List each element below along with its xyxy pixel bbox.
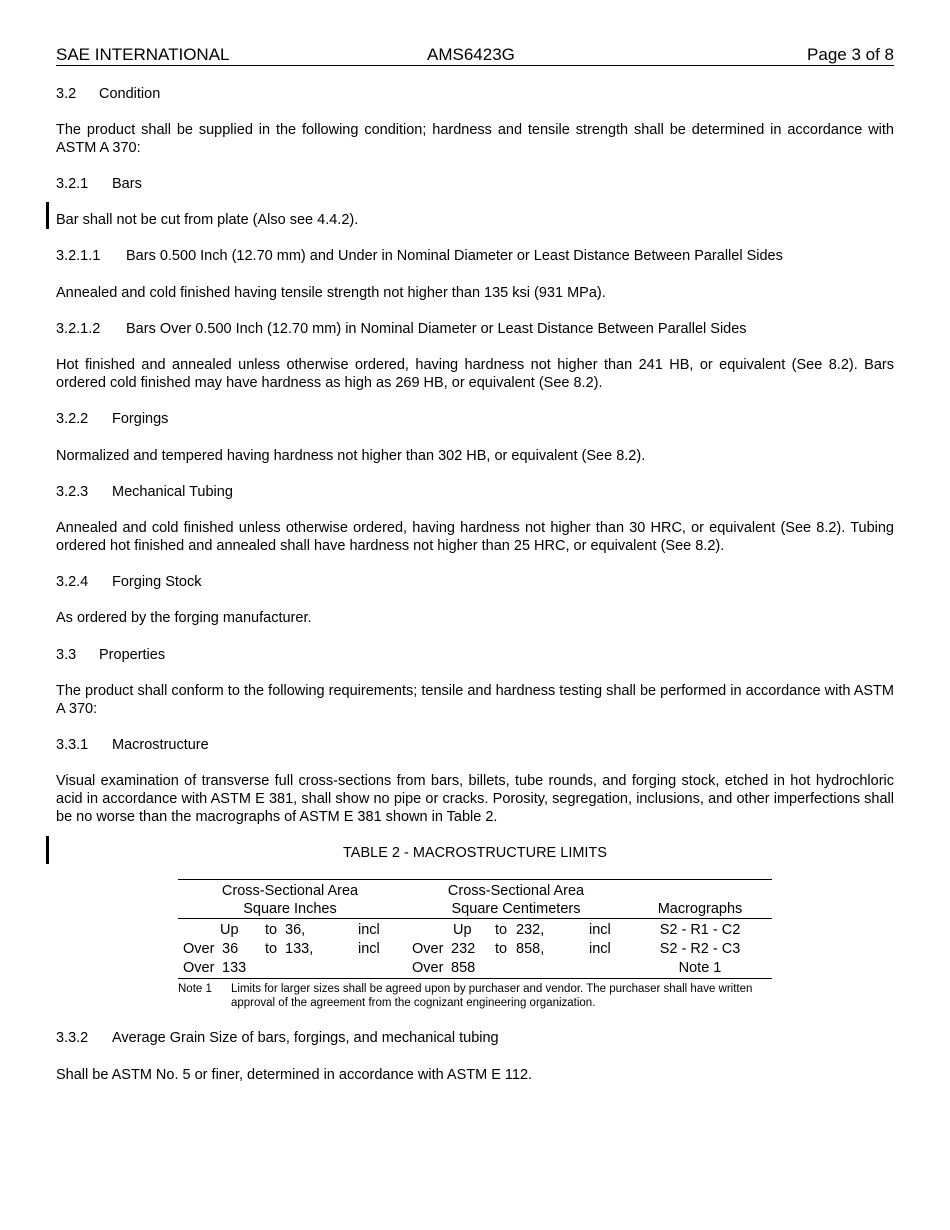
header-cm-line1: Cross-Sectional Area xyxy=(447,883,585,899)
paragraph-3-3: The product shall conform to the following requirements; tensile and hardness testing shall be performed in accordance with ASTM A 370: xyxy=(56,683,894,717)
heading-title: Forgings xyxy=(112,411,169,427)
table-cell: S2 - R2 - C3 xyxy=(659,941,741,957)
table-cell: Over xyxy=(412,960,444,976)
heading-3-2-4 xyxy=(56,573,894,591)
macrostructure-table xyxy=(178,879,772,979)
heading-title: Macrostructure xyxy=(112,737,209,753)
table-cell: incl xyxy=(589,922,611,938)
table-rule-bottom xyxy=(178,978,772,979)
heading-number: 3.2.1 xyxy=(56,176,89,192)
heading-title: Bars xyxy=(112,176,142,192)
heading-title: Properties xyxy=(99,647,166,663)
header-org: SAE INTERNATIONAL xyxy=(56,45,230,64)
table-cell: Over xyxy=(412,941,444,957)
table-cell: to xyxy=(265,941,278,957)
heading-3-3-2 xyxy=(56,1029,894,1047)
table-cell: Up xyxy=(220,922,239,938)
table-rule-top xyxy=(178,879,772,880)
heading-3-2-2 xyxy=(56,410,894,428)
table-cell: 133 xyxy=(222,960,247,976)
heading-number: 3.3.2 xyxy=(56,1030,89,1046)
heading-number: 3.3.1 xyxy=(56,737,89,753)
paragraph-3-2-3: Annealed and cold finished unless otherwise ordered, having hardness not higher than 30 HRC, or equivalent (See 8.2). Tubing ordered hot finished and annealed shall have hardness not higher than 25 HRC, or equivalent (See 8.2). xyxy=(56,520,894,554)
paragraph-3-3-2: Shall be ASTM No. 5 or finer, determined in accordance with ASTM E 112. xyxy=(56,1067,533,1083)
note-label: Note 1 xyxy=(178,983,212,995)
paragraph-3-2-1-1: Annealed and cold finished having tensile strength not higher than 135 ksi (931 MPa). xyxy=(56,285,606,301)
paragraph-3-2: The product shall be supplied in the following condition; hardness and tensile strength shall be determined in accordance with ASTM A 370: xyxy=(56,122,894,156)
table-cell: Up xyxy=(453,922,472,938)
heading-title: Forging Stock xyxy=(112,574,202,590)
table-cell: incl xyxy=(358,922,380,938)
table-cell: 232 xyxy=(451,941,476,957)
table-rule-header xyxy=(178,918,772,919)
table-cell: 133, xyxy=(285,941,314,957)
heading-3-2-3 xyxy=(56,483,894,501)
heading-3-3-1 xyxy=(56,736,894,754)
heading-number: 3.2.2 xyxy=(56,411,89,427)
heading-3-2-1-1 xyxy=(56,247,894,265)
heading-title: Condition xyxy=(99,86,161,102)
table-cell: 36, xyxy=(285,922,306,938)
page-header xyxy=(56,45,894,66)
header-cm-line2: Square Centimeters xyxy=(451,901,581,917)
table-cell: S2 - R1 - C2 xyxy=(659,922,741,938)
table-cell: 232, xyxy=(516,922,545,938)
table-cell: incl xyxy=(358,941,380,957)
table-cell: Over xyxy=(183,960,215,976)
revision-bar xyxy=(46,202,49,229)
paragraph-3-2-1-2: Hot finished and annealed unless otherwise ordered, having hardness not higher than 241 HB, or equivalent (See 8.2). Bars ordered cold finished may have hardness as high as 269 HB, or equivalent (See 8.2). xyxy=(56,357,894,391)
header-inches-line2: Square Inches xyxy=(243,901,337,917)
heading-number: 3.2.1.1 xyxy=(56,248,101,264)
paragraph-3-3-1: Visual examination of transverse full cross-sections from bars, billets, tube rounds, and forging stock, etched in hot hydrochloric acid in accordance with ASTM E 381, shall show no pipe or cracks. Porosity, segregation, inclusions, and other imperfections shall be no worse than the macrographs of ASTM E 381 shown in Table 2. xyxy=(56,773,894,825)
note-text: Limits for larger sizes shall be agreed upon by purchaser and vendor. The purchaser shall have written approval of the agreement from the cognizant engineering organization. xyxy=(231,983,753,1009)
table-cell: incl xyxy=(589,941,611,957)
heading-title: Bars Over 0.500 Inch (12.70 mm) in Nominal Diameter or Least Distance Between Parallel Sides xyxy=(126,321,747,337)
header-macrographs: Macrographs xyxy=(657,901,743,917)
heading-3-2-1-2 xyxy=(56,320,894,338)
heading-title: Mechanical Tubing xyxy=(112,484,233,500)
paragraph-3-2-1: Bar shall not be cut from plate (Also see 4.4.2). xyxy=(56,212,359,228)
heading-number: 3.2.4 xyxy=(56,574,89,590)
heading-number: 3.2.1.2 xyxy=(56,321,101,337)
table-cell: Note 1 xyxy=(678,960,722,976)
revision-bar xyxy=(46,836,49,864)
table-caption: TABLE 2 - MACROSTRUCTURE LIMITS xyxy=(343,845,607,861)
table-cell: to xyxy=(265,922,278,938)
table-cell: 858 xyxy=(451,960,476,976)
table-cell: 36 xyxy=(222,941,239,957)
table-cell: to xyxy=(495,941,508,957)
heading-number: 3.2.3 xyxy=(56,484,89,500)
table-cell: 858, xyxy=(516,941,545,957)
heading-title: Average Grain Size of bars, forgings, and mechanical tubing xyxy=(112,1030,499,1046)
heading-number: 3.2 xyxy=(56,86,77,102)
header-doc-id: AMS6423G xyxy=(427,45,515,64)
header-page-number: Page 3 of 8 xyxy=(807,45,894,64)
table-cell: Over xyxy=(183,941,215,957)
paragraph-3-2-2: Normalized and tempered having hardness not higher than 302 HB, or equivalent (See 8.2). xyxy=(56,448,646,464)
paragraph-3-2-4: As ordered by the forging manufacturer. xyxy=(56,610,312,626)
heading-number: 3.3 xyxy=(56,647,77,663)
heading-3-2 xyxy=(56,85,894,103)
heading-title: Bars 0.500 Inch (12.70 mm) and Under in Nominal Diameter or Least Distance Between Parallel Sides xyxy=(126,248,783,264)
heading-3-2-1 xyxy=(56,175,894,193)
header-inches-line1: Cross-Sectional Area xyxy=(221,883,359,899)
table-cell: to xyxy=(495,922,508,938)
heading-3-3 xyxy=(56,646,894,664)
